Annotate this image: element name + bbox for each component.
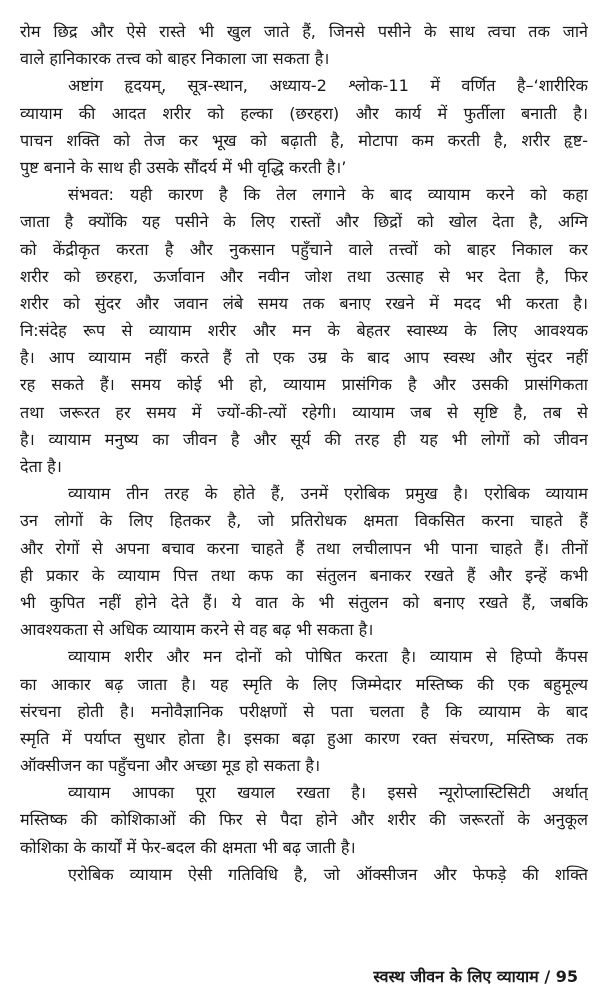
text-line: व्यायाम आपका पूरा खयाल रखता है। इससे न्यूरोप्लास्टिसिटी अर्थात् — [68, 783, 588, 803]
footer-separator: / — [544, 967, 551, 986]
text-line: कोशिका के कार्यों में फेर-बदल की क्षमता भी बढ़ जाती है। — [20, 837, 356, 857]
text-line: स्मृति में पर्याप्त सुधार होता है। इसका बढ़ा हुआ कारण रक्त संचरण, मस्तिष्क तक — [20, 728, 588, 748]
text-line: उन लोगों के लिए हितकर है, जो प्रतिरोधक क्षमता विकसित करना चाहते हैं — [20, 511, 588, 531]
text-line: एरोबिक व्यायाम ऐसी गतिविधि है, जो ऑक्सीजन और फेफड़े की शक्ति — [68, 864, 588, 884]
text-line: शरीर को छरहरा, ऊर्जावान और नवीन जोश तथा उत्साह से भर देता है, फिर — [20, 266, 588, 286]
text-line: देता है। — [20, 457, 62, 476]
page-footer — [373, 966, 578, 988]
text-line: शरीर को सुंदर और जवान लंबे समय तक बनाए रखने में मदद भी करता है। — [20, 293, 588, 313]
text-line: रह सकते हैं। समय कोई भी हो, व्यायाम प्रासंगिक है और उसकी प्रासंगिकता — [20, 375, 588, 395]
text-line: ही प्रकार के व्यायाम पित्त तथा कफ का संतुलन बनाकर रखते हैं और इन्हें कभी — [20, 565, 588, 585]
text-line: मस्तिष्क की कोशिकाओं की फिर से पैदा होने और शरीर की जरूरतों के अनुकूल — [20, 810, 588, 830]
text-line: पुष्ट बनाने के साथ ही उसके सौंदर्य में भी वृद्धि करती है।’ — [20, 157, 347, 177]
text-line: पाचन शक्ति को तेज कर भूख को बढ़ाती है, मोटापा कम करती है, शरीर हृष्ट- — [20, 130, 588, 150]
text-line: वाले हानिकारक तत्त्व को बाहर निकाला जा सकता है। — [20, 49, 330, 69]
running-title: स्वस्थ जीवन के लिए व्यायाम — [373, 967, 539, 986]
text-line: संरचना होती है। मनोवैज्ञानिक परीक्षणों से पता चलता है कि व्यायाम के बाद — [20, 701, 588, 721]
text-line: ऑक्सीजन का पहुँचना और अच्छा मूड हो सकता है। — [20, 756, 321, 776]
text-line: का आकार बढ़ जाता है। यह स्मृति के लिए जिम्मेदार मस्तिष्क की एक बहुमूल्य — [20, 674, 588, 694]
text-line: जाता है क्योंकि यह पसीने के लिए रास्तों और छिद्रों को खोल देता है, अग्नि — [20, 212, 588, 232]
text-line: आवश्यकता से अधिक व्यायाम करने से वह बढ़ भी सकता है। — [20, 620, 374, 640]
text-line: को केंद्रीकृत करता है और नुकसान पहुँचाने वाले तत्त्वों को बाहर निकाल कर — [20, 239, 588, 259]
text-line: है। आप व्यायाम नहीं करते हैं तो एक उम्र के बाद आप स्वस्थ और सुंदर नहीं — [20, 348, 588, 368]
text-line: है। व्यायाम मनुष्य का जीवन है और सूर्य की तरह ही यह भी लोगों को जीवन — [20, 429, 588, 449]
text-line: रोम छिद्र और ऐसे रास्ते भी खुल जाते हैं, जिनसे पसीने के साथ त्वचा तक जाने — [20, 22, 588, 41]
page-number: 95 — [555, 967, 578, 986]
text-line: तथा जरूरत हर समय में ज्यों-की-त्यों रहेगी। व्यायाम जब से सृष्टि है, तब से — [20, 402, 588, 422]
text-line: व्यायाम की आदत शरीर को हल्का (छरहरा) और कार्य में फुर्तीला बनाती है। — [20, 103, 588, 123]
text-line: व्यायाम तीन तरह के होते हैं, उनमें एरोबिक प्रमुख है। एरोबिक व्यायाम — [68, 484, 588, 504]
text-line: नि:संदेह रूप से व्यायाम शरीर और मन के बेहतर स्वास्थ्य के लिए आवश्यक — [20, 321, 588, 341]
text-line: भी कुपित नहीं होने देते हैं। ये वात के भी संतुलन को बनाए रखते हैं, जबकि — [20, 592, 588, 612]
text-line: व्यायाम शरीर और मन दोनों को पोषित करता है। व्यायाम से हिप्पो कैंपस — [68, 647, 588, 667]
text-line: अष्टांग हृदयम्, सूत्र-स्थान, अध्याय-2 श्लोक-11 में वर्णित है–‘शारीरिक — [68, 76, 588, 96]
text-line: संभवत: यही कारण है कि तेल लगाने के बाद व्यायाम करने को कहा — [68, 185, 588, 205]
body-text — [20, 18, 588, 888]
text-line: और रोगों से अपना बचाव करना चाहते हैं तथा लचीलापन भी पाना चाहते हैं। तीनों — [20, 538, 588, 558]
